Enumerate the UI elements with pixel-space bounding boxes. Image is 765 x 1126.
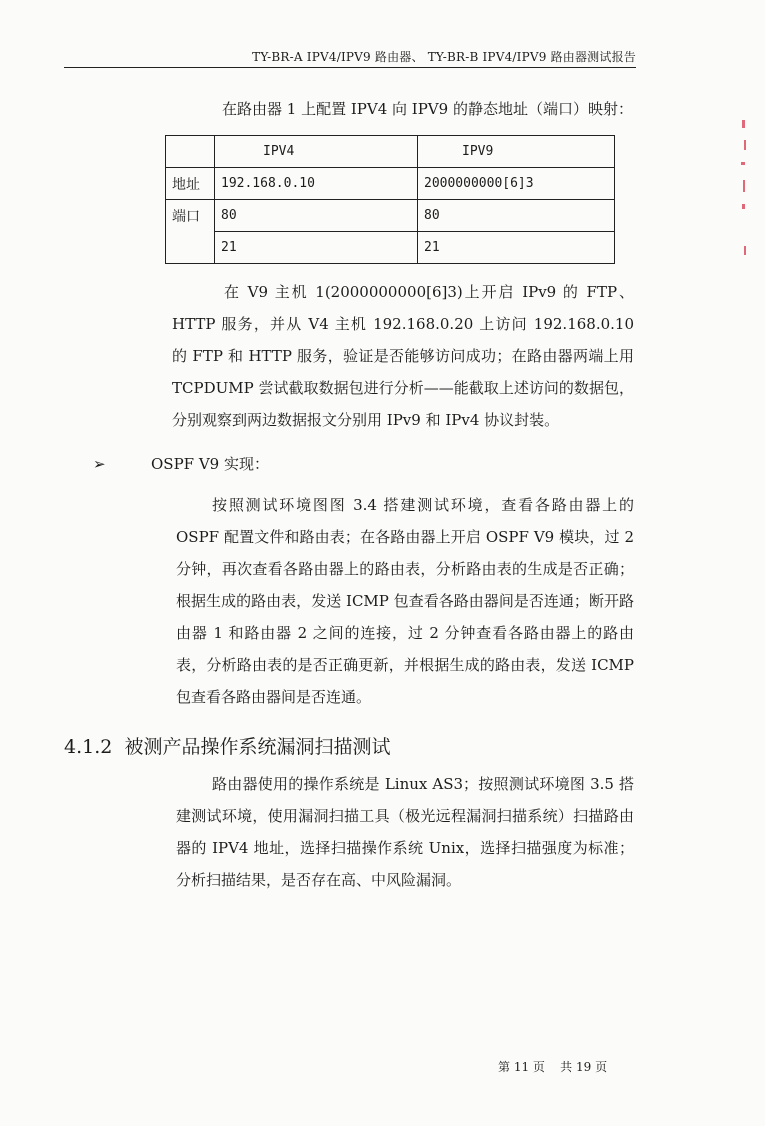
table-cell: 80: [418, 200, 615, 232]
intro-text: 在路由器 1 上配置 IPV4 向 IPV9 的静态地址（端口）映射：: [222, 100, 633, 118]
section-number: 4.1.2: [64, 736, 113, 758]
report-header: TY-BR-A IPV4/IPV9 路由器、 TY-BR-B IPV4/IPV9 路由器测试报告: [252, 50, 636, 64]
table-row: [166, 200, 615, 232]
table-cell: 192.168.0.10: [215, 168, 418, 200]
page-footer: [498, 1058, 607, 1075]
mapping-table: [165, 135, 615, 264]
table-cell: 80: [215, 200, 418, 232]
arrow-bullet-icon: ➢: [93, 455, 106, 473]
table-cell: 21: [215, 232, 418, 264]
bullet-label: OSPF V9 实现：: [151, 455, 269, 473]
page-number: 第 11 页: [498, 1060, 545, 1074]
table-header-row: [166, 136, 615, 168]
table-row: [166, 232, 615, 264]
paragraph-os-scan: 路由器使用的操作系统是 Linux AS3；按照测试环境图 3.5 搭建测试环境，使用漏洞扫描工具（极光远程漏洞扫描系统）扫描路由器的 IPV4 地址，选择扫描操作系统 Unix，选择扫描强度为标准；分析扫描结果，是否存在高、中风险漏洞。: [176, 775, 634, 889]
table-cell: 端口: [166, 200, 215, 264]
table-header-cell: [166, 136, 215, 168]
paragraph-ospf: 按照测试环境图图 3.4 搭建测试环境，查看各路由器上的 OSPF 配置文件和路由表；在各路由器上开启 OSPF V9 模块，过 2 分钟，再次查看各路由器上的路由表，分析路由表的生成是否正确；根据生成的路由表，发送 ICMP 包查看各路由器间是否连通；断开路由器 1 和路由器 2 之间的连接，过 2 分钟查看各路由器上的路由表，分析路由表的是否正确更新，并根据生成的路由表，发送 ICMP 包查看各路由器间是否连通。: [176, 496, 634, 706]
bullet-item: [93, 448, 269, 480]
header-divider: [64, 67, 636, 68]
stamp-mark-icon: [738, 118, 752, 278]
paragraph-ipv9-services: 在 V9 主机 1(2000000000[6]3)上开启 IPv9 的 FTP、HTTP 服务，并从 V4 主机 192.168.0.20 上访问 192.168.0.10 的 FTP 和 HTTP 服务，验证是否能够访问成功；在路由器两端上用 TCPDUMP 尝试截取数据包进行分析——能截取上述访问的数据包，分别观察到两边数据报文分别用 IPv9 和 IPv4 协议封装。: [172, 283, 634, 429]
section-title: 被测产品操作系统漏洞扫描测试: [124, 736, 391, 758]
section-heading: [64, 731, 390, 763]
table-row: [166, 168, 615, 200]
table-cell: 21: [418, 232, 615, 264]
table-cell: 地址: [166, 168, 215, 200]
page-total: 共 19 页: [560, 1060, 608, 1074]
table-header-cell: IPV9: [418, 136, 615, 168]
table-cell: 2000000000[6]3: [418, 168, 615, 200]
table-header-cell: IPV4: [215, 136, 418, 168]
